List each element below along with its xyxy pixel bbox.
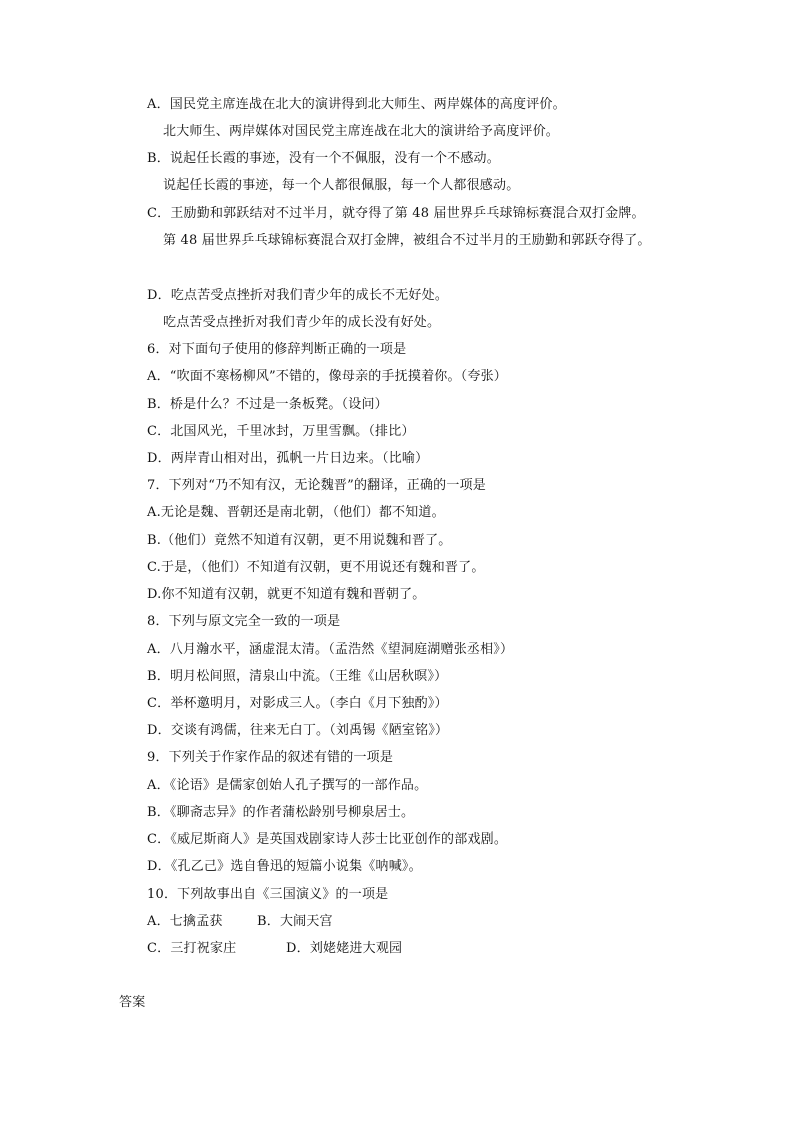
q8-option-c: C．举杯邀明月，对影成三人。（李白《月下独酌》） — [147, 696, 448, 711]
q10-option-b: B．大闹天宫 — [257, 914, 333, 929]
q5-option-b-line2: 说起任长霞的事迹，每一个人都很佩服，每一个人都很感动。 — [163, 178, 520, 193]
q9-option-b: B．《聊斋志异》的作者蒲松龄别号柳泉居士。 — [147, 805, 415, 820]
q9-option-a: A．《论语》是儒家创始人孔子撰写的一部作品。 — [147, 778, 428, 793]
q5-option-d-line2: 吃点苦受点挫折对我们青少年的成长没有好处。 — [163, 315, 441, 330]
q6-stem: 6．对下面句子使用的修辞判断正确的一项是 — [147, 342, 407, 357]
answer-heading: 答案 — [119, 995, 146, 1010]
q5-option-a-line1: A．国民党主席连战在北大的演讲得到北大师生、两岸媒体的高度评价。 — [147, 97, 566, 112]
q5-option-b-line1: B．说起任长霞的事迹，没有一个不佩服，没有一个不感动。 — [147, 151, 500, 166]
q8-option-b: B．明月松间照，清泉山中流。（王维《山居秋暝》） — [147, 669, 448, 684]
q8-stem: 8．下列与原文完全一致的一项是 — [147, 614, 341, 629]
q5-option-d-line1: D．吃点苦受点挫折对我们青少年的成长不无好处。 — [147, 288, 449, 303]
q6-option-d: D．两岸青山相对出，孤帆一片日边来。（比喻） — [147, 451, 429, 466]
q9-stem: 9．下列关于作家作品的叙述有错的一项是 — [147, 750, 394, 765]
q7-option-d: D.你不知道有汉朝，就更不知道有魏和晋朝了。 — [147, 587, 426, 602]
q10-options-row2 — [147, 940, 402, 958]
q5-option-c-line1: C．王励勤和郭跃结对不过半月，就夺得了第 48 届世界乒乓球锦标赛混合双打金牌。 — [147, 206, 645, 221]
q7-option-c: C.于是，（他们）不知道有汉朝，更不用说还有魏和晋了。 — [147, 560, 485, 575]
q7-option-b: B.（他们）竟然不知道有汉朝，更不用说魏和晋了。 — [147, 533, 452, 548]
q7-option-a: A.无论是魏、晋朝还是南北朝，（他们）都不知道。 — [147, 505, 445, 520]
q8-option-d: D．交谈有鸿儒，往来无白丁。（刘禹锡《陋室铭》） — [147, 723, 449, 738]
q6-option-c: C．北国风光，千里冰封，万里雪飘。（排比） — [147, 424, 415, 439]
q10-option-c: C．三打祝家庄 — [147, 941, 237, 956]
q10-option-d: D．刘姥姥进大观园 — [286, 941, 403, 956]
q5-option-c-line2: 第 48 届世界乒乓球锦标赛混合双打金牌，被组合不过半月的王励勤和郭跃夺得了。 — [163, 233, 651, 248]
q10-option-a: A．七擒孟获 — [147, 914, 223, 929]
q10-stem: 10．下列故事出自《三国演义》的一项是 — [147, 887, 389, 902]
q6-option-b: B．桥是什么？不过是一条板凳。（设问） — [147, 397, 388, 412]
q9-option-d: D．《孔乙己》选自鲁迅的短篇小说集《呐喊》。 — [147, 859, 422, 874]
q9-option-c: C．《威尼斯商人》是英国戏剧家诗人莎士比亚创作的部戏剧。 — [147, 832, 508, 847]
q5-option-a-line2: 北大师生、两岸媒体对国民党主席连战在北大的演讲给予高度评价。 — [163, 124, 560, 139]
q6-option-a: A．“吹面不寒杨柳风”不错的，像母亲的手抚摸着你。（夸张） — [147, 369, 507, 384]
q8-option-a: A．八月瀚水平，涵虚混太清。（孟浩然《望洞庭湖赠张丞相》） — [147, 642, 514, 657]
q10-options-row1 — [147, 913, 333, 931]
q7-stem: 7．下列对“乃不知有汉，无论魏晋”的翻译，正确的一项是 — [147, 478, 486, 493]
